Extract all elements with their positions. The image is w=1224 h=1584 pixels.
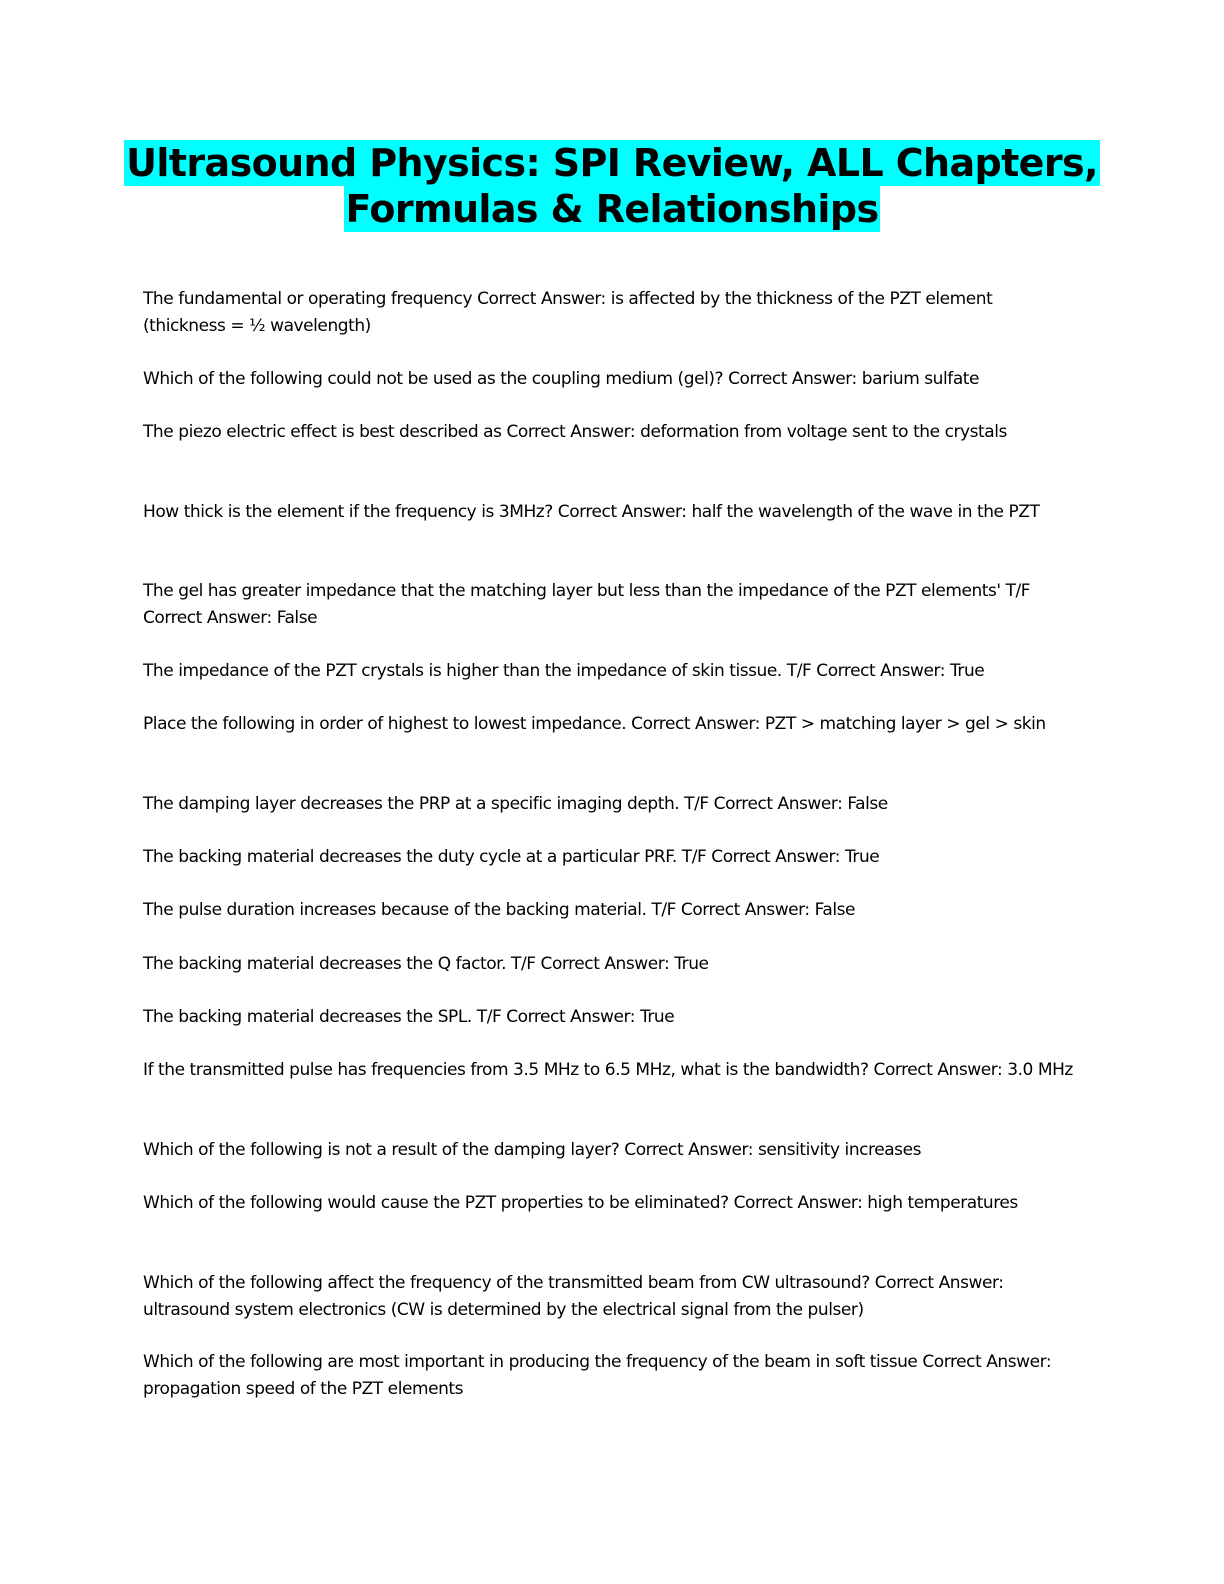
qa-item-4: How thick is the element if the frequency is 3MHz? Correct Answer: half the wavelength of the wave in the PZT	[143, 502, 1040, 522]
qa-item-13: If the transmitted pulse has frequencies from 3.5 MHz to 6.5 MHz, what is the bandwidth? Correct Answer: 3.0 MHz	[143, 1060, 1073, 1080]
qa-item-3: The piezo electric effect is best described as Correct Answer: deformation from voltage sent to the crystals	[143, 422, 1007, 442]
document-title	[0, 140, 1224, 232]
qa-item-7: Place the following in order of highest to lowest impedance. Correct Answer: PZT > matching layer > gel > skin	[143, 714, 1046, 734]
qa-item-15: Which of the following would cause the PZT properties to be eliminated? Correct Answer: high temperatures	[143, 1193, 1018, 1213]
qa-item-10: The pulse duration increases because of the backing material. T/F Correct Answer: False	[143, 900, 856, 920]
qa-item-1: The fundamental or operating frequency Correct Answer: is affected by the thickness of the PZT element (thickness = ½ wavelength)	[143, 289, 993, 336]
qa-item-6: The impedance of the PZT crystals is higher than the impedance of skin tissue. T/F Correct Answer: True	[143, 661, 985, 681]
qa-item-5: The gel has greater impedance that the matching layer but less than the impedance of the PZT elements' T/F Correct Answer: False	[143, 581, 1031, 628]
title-line-1: Ultrasound Physics: SPI Review, ALL Chapters,	[126, 141, 1098, 185]
qa-item-2: Which of the following could not be used as the coupling medium (gel)? Correct Answer: barium sulfate	[143, 369, 980, 389]
qa-item-12: The backing material decreases the SPL. T/F Correct Answer: True	[143, 1007, 675, 1027]
qa-item-14: Which of the following is not a result of the damping layer? Correct Answer: sensitivity increases	[143, 1140, 922, 1160]
qa-item-16: Which of the following affect the frequency of the transmitted beam from CW ultrasound? Correct Answer: ultrasound system electronics (CW is determined by the electrical signal from the pulser)	[143, 1273, 1004, 1320]
qa-item-17: Which of the following are most important in producing the frequency of the beam in soft tissue Correct Answer: propagation speed of the PZT elements	[143, 1352, 1052, 1399]
title-line-2: Formulas & Relationships	[345, 187, 879, 231]
qa-item-9: The backing material decreases the duty cycle at a particular PRF. T/F Correct Answer: True	[143, 847, 880, 867]
qa-item-8: The damping layer decreases the PRP at a specific imaging depth. T/F Correct Answer: False	[143, 794, 888, 814]
qa-item-11: The backing material decreases the Q factor. T/F Correct Answer: True	[143, 954, 709, 974]
